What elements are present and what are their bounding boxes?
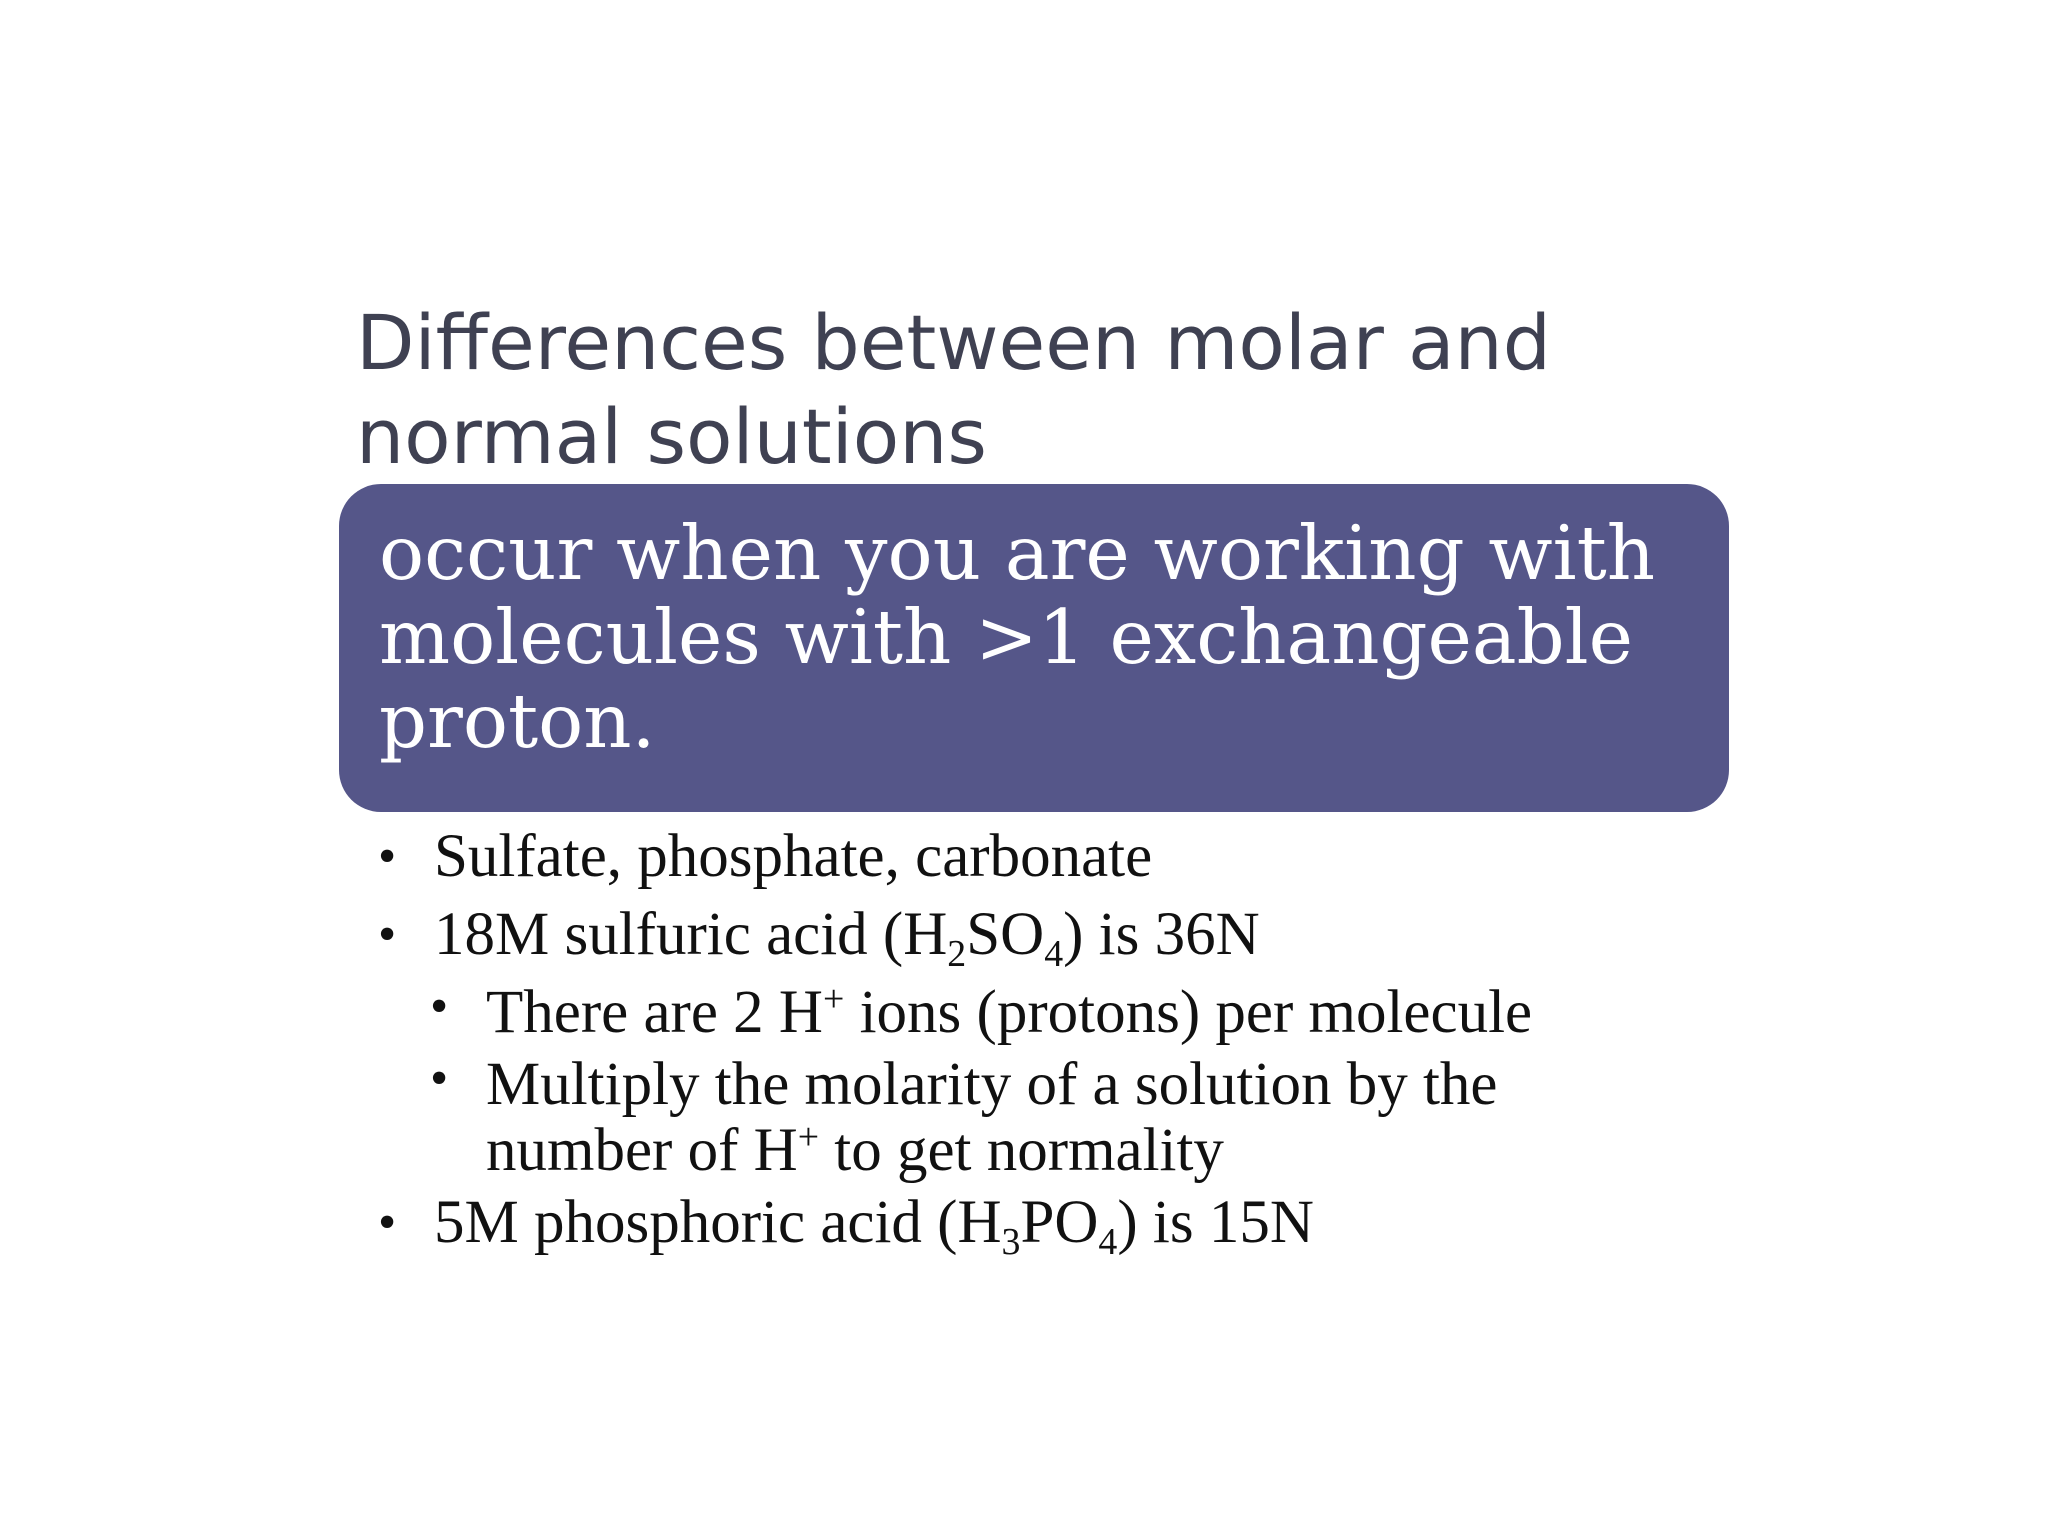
callout-box [339,484,1729,812]
text-part: SO [966,901,1045,968]
bullet-text-line-1: Multiply the molarity of a solution by the [486,1051,1498,1118]
bullet-marker: • [430,1050,449,1107]
bullet-marker: • [430,978,449,1035]
slide-title-line-1: Differences between molar and [356,298,1551,387]
subscript: 4 [1098,1221,1118,1264]
bullet-marker: • [378,1194,397,1251]
text-part: number of H [486,1117,798,1184]
callout-text [379,511,1689,763]
text-part: to get normality [819,1117,1224,1184]
superscript: + [797,1116,820,1159]
bullet-text [486,979,1532,1046]
superscript: + [823,978,845,1021]
callout-line-2: molecules with >1 exchangeable [379,593,1634,681]
text-part: ions (protons) per molecule [844,979,1533,1046]
bullet-marker: • [378,906,397,963]
text-part: ) is 15N [1117,1189,1314,1256]
subscript: 2 [947,933,967,976]
bullet-text: Sulfate, phosphate, carbonate [434,823,1153,890]
bullet-item [378,896,1778,974]
callout-line-3: proton. [379,677,656,765]
text-part: ) is 36N [1063,901,1260,968]
bullet-item [378,1184,1778,1262]
slide-title-line-2: normal solutions [356,392,988,481]
bullet-marker: • [378,828,397,885]
text-part: 18M sulfuric acid (H [434,901,948,968]
text-part: PO [1020,1189,1099,1256]
text-part: There are 2 H [486,979,823,1046]
bullet-text-line-2 [486,1118,1778,1184]
sub-bullet-item [430,1046,1778,1184]
text-part: 5M phosphoric acid (H [434,1189,1002,1256]
bullet-text [434,901,1260,976]
subscript: 4 [1044,933,1064,976]
bullet-text [434,1189,1314,1264]
subscript: 3 [1001,1221,1021,1264]
callout-line-1: occur when you are working with [379,509,1656,597]
bullet-item [378,818,1778,896]
slide-title [356,296,1656,484]
bullet-list [378,818,1778,1262]
sub-bullet-item [430,974,1778,1046]
